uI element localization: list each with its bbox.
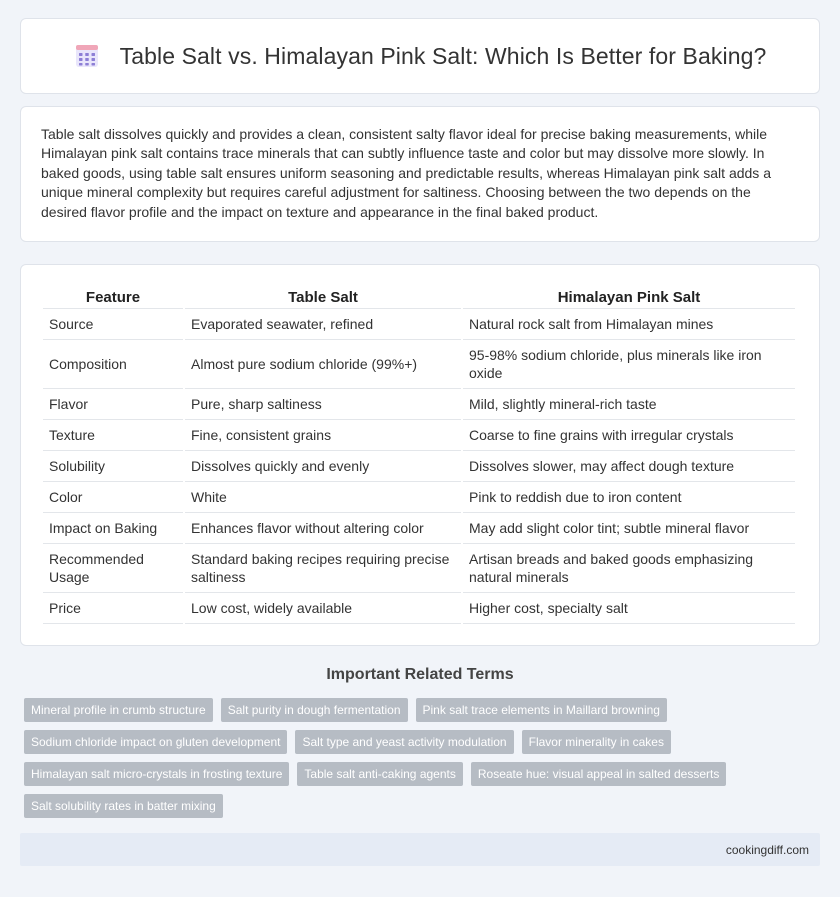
cell-feature: Impact on Baking [43,513,183,544]
related-tag[interactable]: Salt solubility rates in batter mixing [24,794,223,818]
cell-table-salt: Pure, sharp saltiness [185,389,461,420]
related-tag[interactable]: Sodium chloride impact on gluten development [24,730,287,754]
cell-feature: Source [43,309,183,340]
related-tag[interactable]: Himalayan salt micro-crystals in frosting texture [24,762,289,786]
cell-feature: Composition [43,340,183,389]
cell-feature: Recommended Usage [43,544,183,593]
cell-feature: Color [43,482,183,513]
cell-himalayan-salt: Natural rock salt from Himalayan mines [463,309,795,340]
header [21,19,819,93]
cell-feature: Flavor [43,389,183,420]
related-tags [24,698,824,826]
header-feature: Feature [43,287,183,309]
footer [20,833,820,866]
related-tag[interactable]: Table salt anti-caking agents [297,762,462,786]
table-row [43,340,795,389]
related-tag[interactable]: Pink salt trace elements in Maillard browning [416,698,667,722]
cell-table-salt: Dissolves quickly and evenly [185,451,461,482]
header-himalayan-salt: Himalayan Pink Salt [463,287,795,309]
intro-card [20,106,820,242]
cell-himalayan-salt: 95-98% sodium chloride, plus minerals like iron oxide [463,340,795,389]
header-table-salt: Table Salt [185,287,461,309]
table-row [43,389,795,420]
cell-feature: Solubility [43,451,183,482]
table-row [43,420,795,451]
cell-table-salt: Enhances flavor without altering color [185,513,461,544]
cell-himalayan-salt: Pink to reddish due to iron content [463,482,795,513]
related-tag[interactable]: Roseate hue: visual appeal in salted desserts [471,762,726,786]
cell-feature: Texture [43,420,183,451]
table-row [43,482,795,513]
page-title: Table Salt vs. Himalayan Pink Salt: Which Is Better for Baking? [119,42,767,69]
cell-table-salt: Evaporated seawater, refined [185,309,461,340]
cell-himalayan-salt: Dissolves slower, may affect dough texture [463,451,795,482]
intro-paragraph: Table salt dissolves quickly and provides a clean, consistent salty flavor ideal for precise baking measurements, while Himalayan pink salt contains trace minerals that can subtly influence taste and color but may dissolve more slowly. In baked goods, using table salt ensures uniform seasoning and predictable results, whereas Himalayan pink salt adds a unique mineral complexity but requires careful adjustment for saltiness. Choosing between the two depends on the desired flavor profile and the impact on texture and appearance in the final baked product. [41,126,771,220]
cell-table-salt: Low cost, widely available [185,593,461,624]
table-row [43,309,795,340]
footer-site-link[interactable]: cookingdiff.com [725,843,809,857]
related-tag[interactable]: Mineral profile in crumb structure [24,698,213,722]
cell-table-salt: Standard baking recipes requiring precise saltiness [185,544,461,593]
cell-himalayan-salt: Coarse to fine grains with irregular crystals [463,420,795,451]
cell-himalayan-salt: Higher cost, specialty salt [463,593,795,624]
comparison-card [20,264,820,646]
header-card [20,18,820,94]
cell-table-salt: White [185,482,461,513]
cell-himalayan-salt: Artisan breads and baked goods emphasizing natural minerals [463,544,795,593]
cell-feature: Price [43,593,183,624]
related-tag[interactable]: Salt type and yeast activity modulation [295,730,513,754]
related-tag[interactable]: Flavor minerality in cakes [522,730,671,754]
cell-himalayan-salt: May add slight color tint; subtle mineral flavor [463,513,795,544]
comparison-table [41,287,797,624]
calculator-grid-icon [74,43,100,69]
cell-table-salt: Almost pure sodium chloride (99%+) [185,340,461,389]
cell-table-salt: Fine, consistent grains [185,420,461,451]
table-row [43,593,795,624]
table-row [43,451,795,482]
related-tag[interactable]: Salt purity in dough fermentation [221,698,408,722]
cell-himalayan-salt: Mild, slightly mineral-rich taste [463,389,795,420]
table-row [43,544,795,593]
related-terms-title: Important Related Terms [326,666,514,683]
table-row [43,513,795,544]
table-header-row [43,287,795,309]
